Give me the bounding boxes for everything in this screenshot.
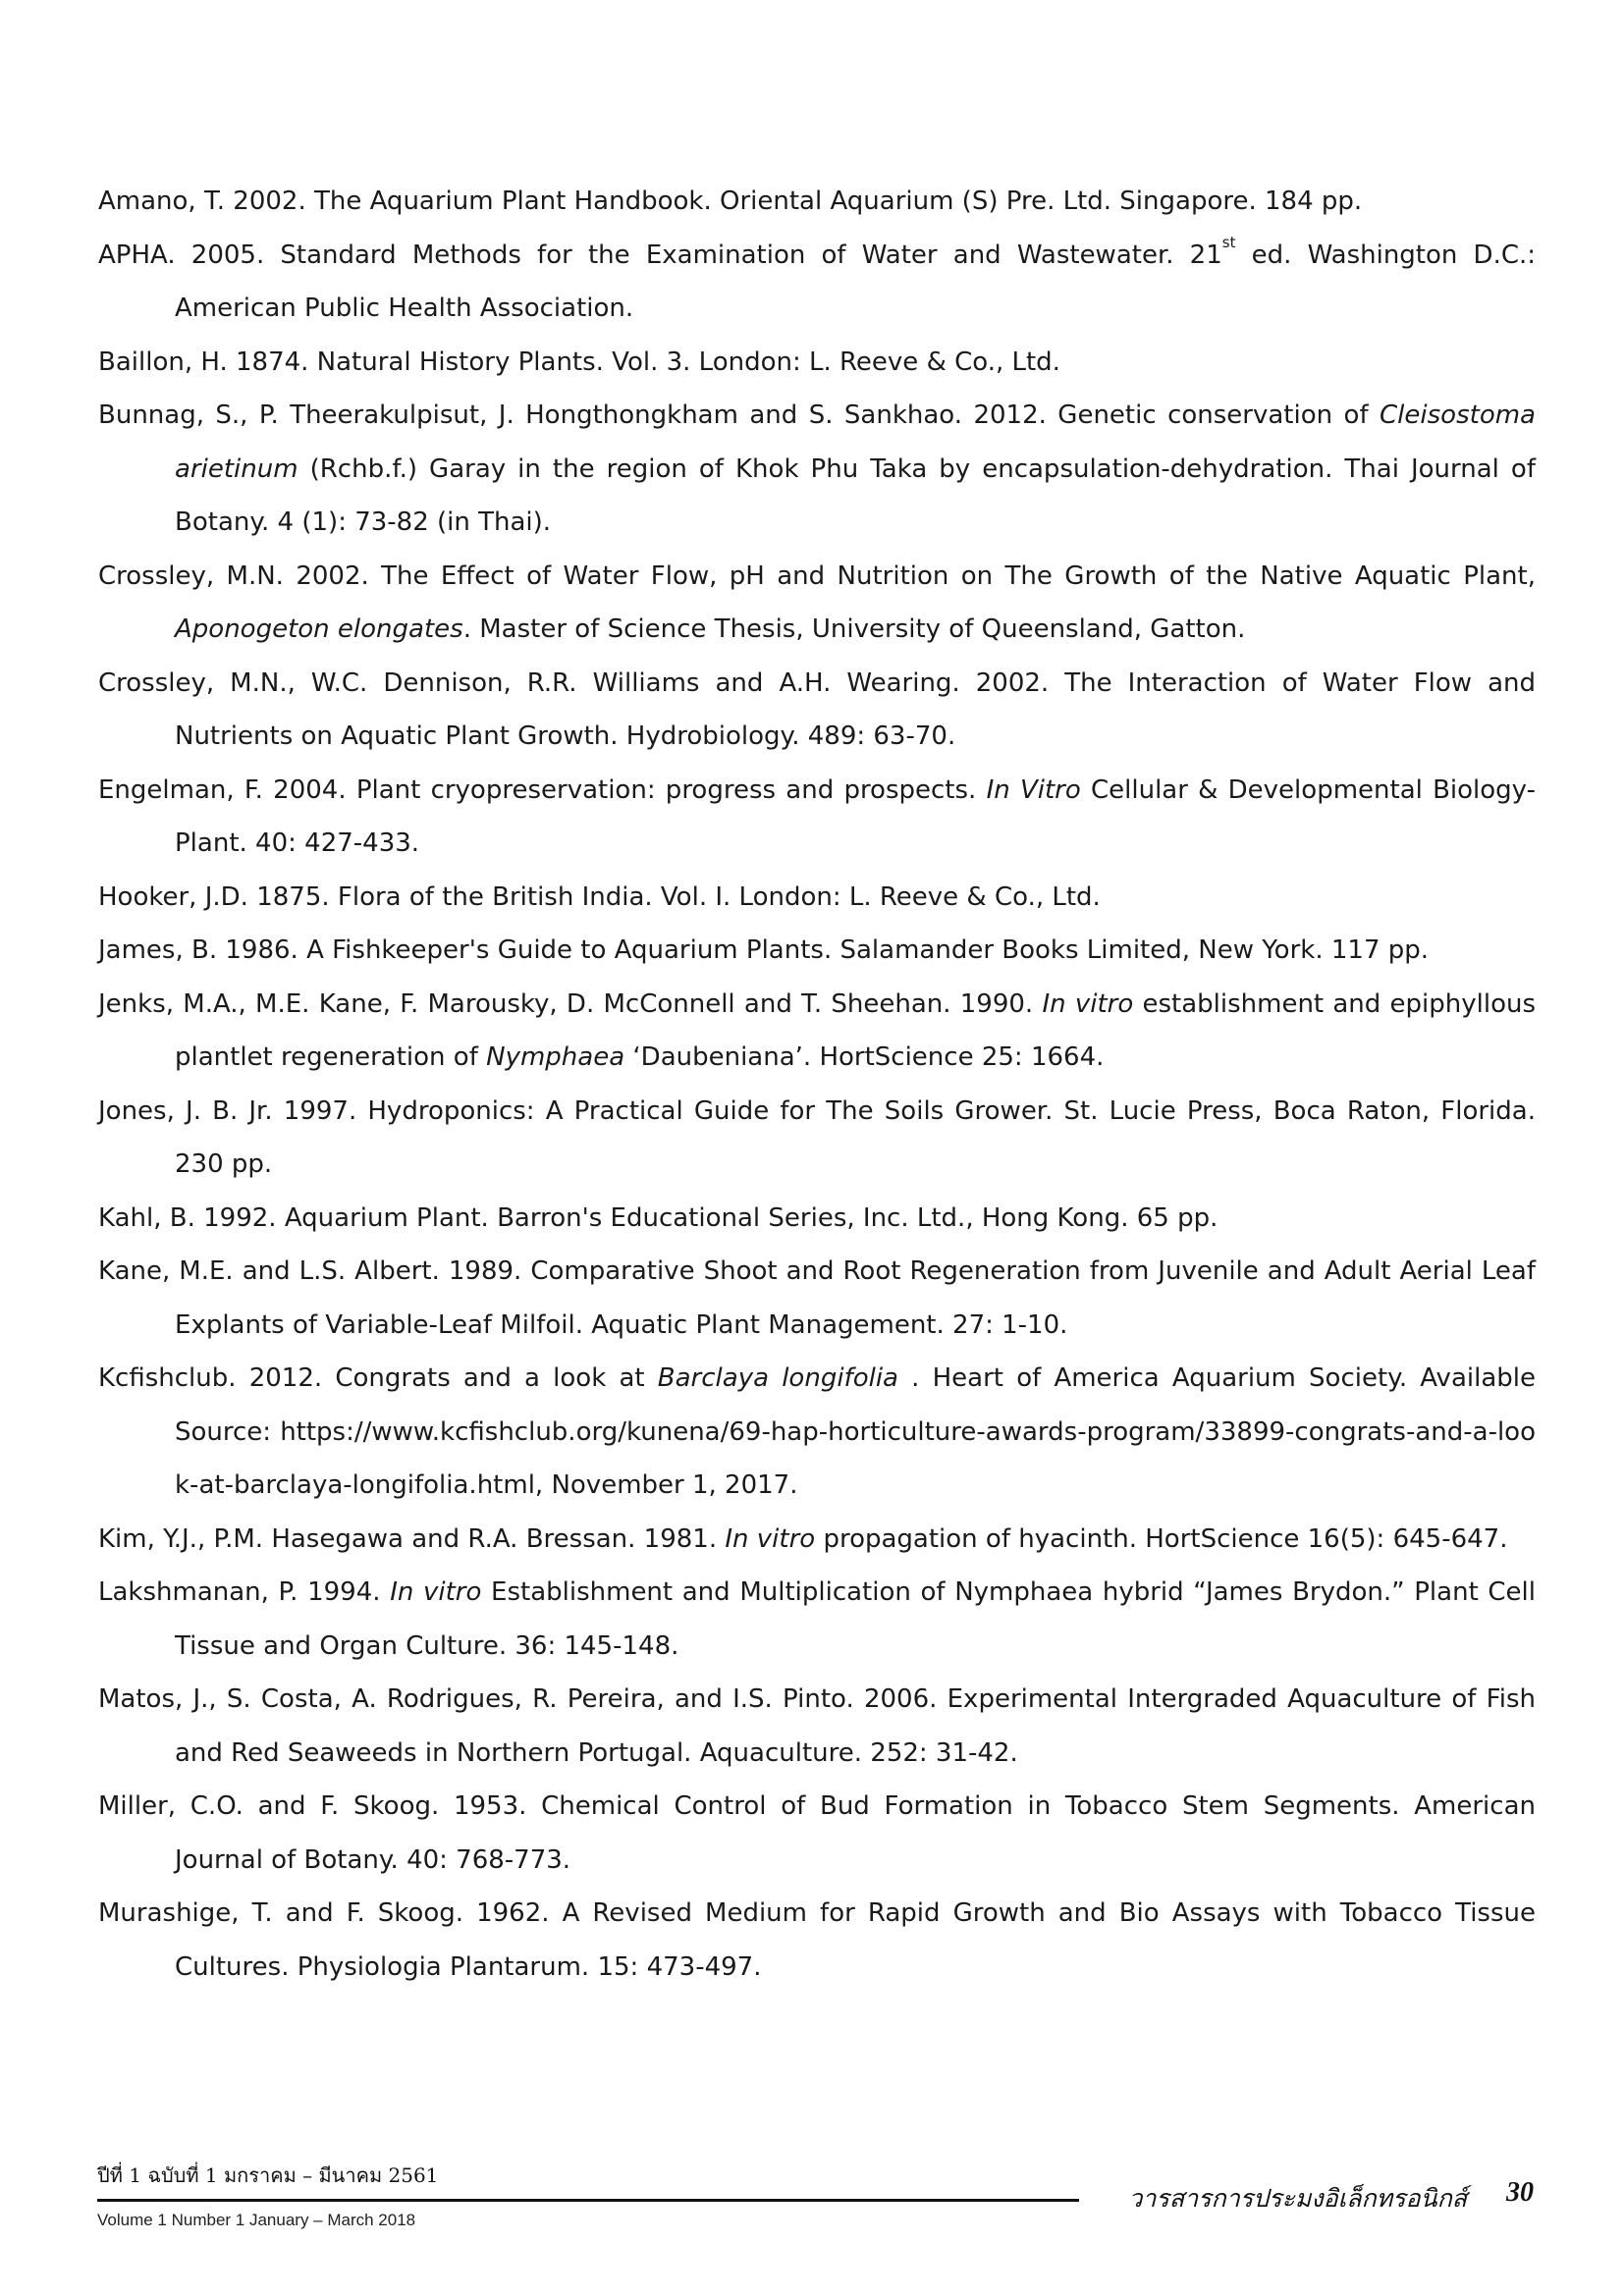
reference-text: Bunnag, S., P. Theerakulpisut, J. Hongthongkham and S. Sankhao. 2012. Genetic conservation of	[98, 400, 1380, 430]
reference-entry	[98, 978, 1536, 1085]
reference-text: Amano, T. 2002. The Aquarium Plant Handbook. Oriental Aquarium (S) Pre. Ltd. Singapore. 184 pp.	[98, 187, 1363, 216]
reference-text: ‘Daubeniana’. HortScience 25: 1664.	[624, 1042, 1105, 1072]
reference-text: Jones, J. B. Jr. 1997. Hydroponics: A Practical Guide for The Soils Grower. St. Lucie Press, Boca Raton, Florida. 230 pp.	[98, 1095, 1536, 1179]
reference-text: Engelman, F. 2004. Plant cryopreservation: progress and prospects.	[98, 774, 987, 805]
reference-entry	[98, 871, 1536, 925]
reference-text: Matos, J., S. Costa, A. Rodrigues, R. Pereira, and I.S. Pinto. 2006. Experimental Intergraded Aquaculture of Fish and Red Seaweeds in Northern Portugal. Aquaculture. 252: 31-42.	[98, 1684, 1536, 1768]
reference-text: APHA. 2005. Standard Methods for the Examination of Water and Wastewater. 21	[98, 240, 1222, 270]
reference-entry	[98, 764, 1536, 871]
reference-text: Murashige, T. and F. Skoog. 1962. A Revised Medium for Rapid Growth and Bio Assays with Tobacco Tissue Cultures. Physiologia Plantarum. 15: 473-497.	[98, 1898, 1536, 1982]
reference-entry	[98, 1673, 1536, 1780]
reference-text: establishment and epiphyllous plantlet regeneration of	[175, 988, 1536, 1072]
issue-info-english: Volume 1 Number 1 January – March 2018	[97, 2211, 416, 2229]
reference-entry	[98, 1513, 1536, 1567]
reference-italic-text: In Vitro	[986, 774, 1081, 805]
reference-text: Crossley, M.N. 2002. The Effect of Water Flow, pH and Nutrition on The Growth of the Native Aquatic Plant,	[98, 561, 1536, 591]
reference-entry	[98, 1085, 1536, 1192]
reference-text: . Heart of America Aquarium Society. Available Source:	[175, 1363, 1536, 1447]
reference-text: Kcfishclub. 2012. Congrats and a look at	[98, 1363, 658, 1393]
reference-italic-text: In vitro	[390, 1577, 482, 1607]
reference-italic-text: In vitro	[725, 1523, 816, 1554]
reference-entry	[98, 389, 1536, 550]
reference-text: Baillon, H. 1874. Natural History Plants. Vol. 3. London: L. Reeve & Co., Ltd.	[98, 347, 1060, 377]
reference-italic-text: Barclaya longifolia	[657, 1363, 898, 1393]
reference-italic-text: Aponogeton elongates	[175, 614, 463, 644]
reference-text: Lakshmanan, P. 1994.	[98, 1577, 391, 1607]
issue-info-thai: ปีที่ 1 ฉบับที่ 1 มกราคม – มีนาคม 2561	[97, 2163, 439, 2187]
reference-text: Miller, C.O. and F. Skoog. 1953. Chemical Control of Bud Formation in Tobacco Stem Segments. American Journal of Botany. 40: 768-773.	[98, 1791, 1536, 1875]
reference-entry	[98, 175, 1536, 229]
reference-text: James, B. 1986. A Fishkeeper's Guide to Aquarium Plants. Salamander Books Limited, New York. 117 pp.	[98, 935, 1430, 965]
reference-entry	[98, 657, 1536, 764]
reference-text: , November 1, 2017.	[534, 1470, 798, 1500]
reference-entry	[98, 1192, 1536, 1246]
reference-entry	[98, 924, 1536, 978]
reference-text: (Rchb.f.) Garay in the region of Khok Phu Taka by encapsulation-dehydration. Thai Journal of Botany. 4 (1): 73-82 (in Thai).	[175, 454, 1536, 537]
reference-text: Kim, Y.J., P.M. Hasegawa and R.A. Bressan. 1981.	[98, 1523, 726, 1554]
reference-entry	[98, 336, 1536, 390]
reference-text: Jenks, M.A., M.E. Kane, F. Marousky, D. McConnell and T. Sheehan. 1990.	[98, 988, 1043, 1019]
reference-text: st	[1221, 233, 1236, 251]
reference-text: Establishment and Multiplication of Nymphaea hybrid “James Brydon.” Plant Cell Tissue and Organ Culture. 36: 145-148.	[175, 1577, 1537, 1661]
reference-entry	[98, 1887, 1536, 1994]
footer-divider	[97, 2199, 1079, 2202]
journal-title: วารสารการประมงอิเล็กทรอนิกส์	[1128, 2184, 1467, 2213]
reference-italic-text: In vitro	[1042, 988, 1134, 1019]
reference-text: propagation of hyacinth. HortScience 16(5): 645-647.	[815, 1523, 1508, 1554]
reference-url: https://www.kcfishclub.org/kunena/69-hap-horticulture-awards-program/33899-congrats-and-a-look-at-barclaya-longifolia.html	[175, 1416, 1536, 1500]
reference-entry	[98, 1352, 1536, 1513]
reference-entry	[98, 229, 1536, 336]
reference-list	[98, 175, 1536, 1994]
page-number: 30	[1506, 2177, 1534, 2208]
reference-entry	[98, 1245, 1536, 1352]
reference-text: Crossley, M.N., W.C. Dennison, R.R. Williams and A.H. Wearing. 2002. The Interaction of Water Flow and Nutrients on Aquatic Plant Growth. Hydrobiology. 489: 63-70.	[98, 667, 1536, 751]
reference-entry	[98, 1566, 1536, 1673]
reference-italic-text: Nymphaea	[486, 1042, 625, 1072]
reference-entry	[98, 550, 1536, 657]
reference-text: Kahl, B. 1992. Aquarium Plant. Barron's Educational Series, Inc. Ltd., Hong Kong. 65 pp.	[98, 1202, 1218, 1233]
reference-text: ed. Washington D.C.: American Public Health Association.	[175, 240, 1537, 323]
reference-italic-text: Cleisostoma arietinum	[175, 400, 1536, 484]
reference-text: Hooker, J.D. 1875. Flora of the British India. Vol. I. London: L. Reeve & Co., Ltd.	[98, 881, 1101, 912]
reference-text: Cellular & Developmental Biology-Plant. 40: 427-433.	[175, 774, 1536, 858]
reference-text: Kane, M.E. and L.S. Albert. 1989. Comparative Shoot and Root Regeneration from Juvenile and Adult Aerial Leaf Explants of Variable-Leaf Milfoil. Aquatic Plant Management. 27: 1-10.	[98, 1256, 1536, 1340]
reference-text: . Master of Science Thesis, University of Queensland, Gatton.	[462, 614, 1246, 644]
reference-entry	[98, 1780, 1536, 1887]
